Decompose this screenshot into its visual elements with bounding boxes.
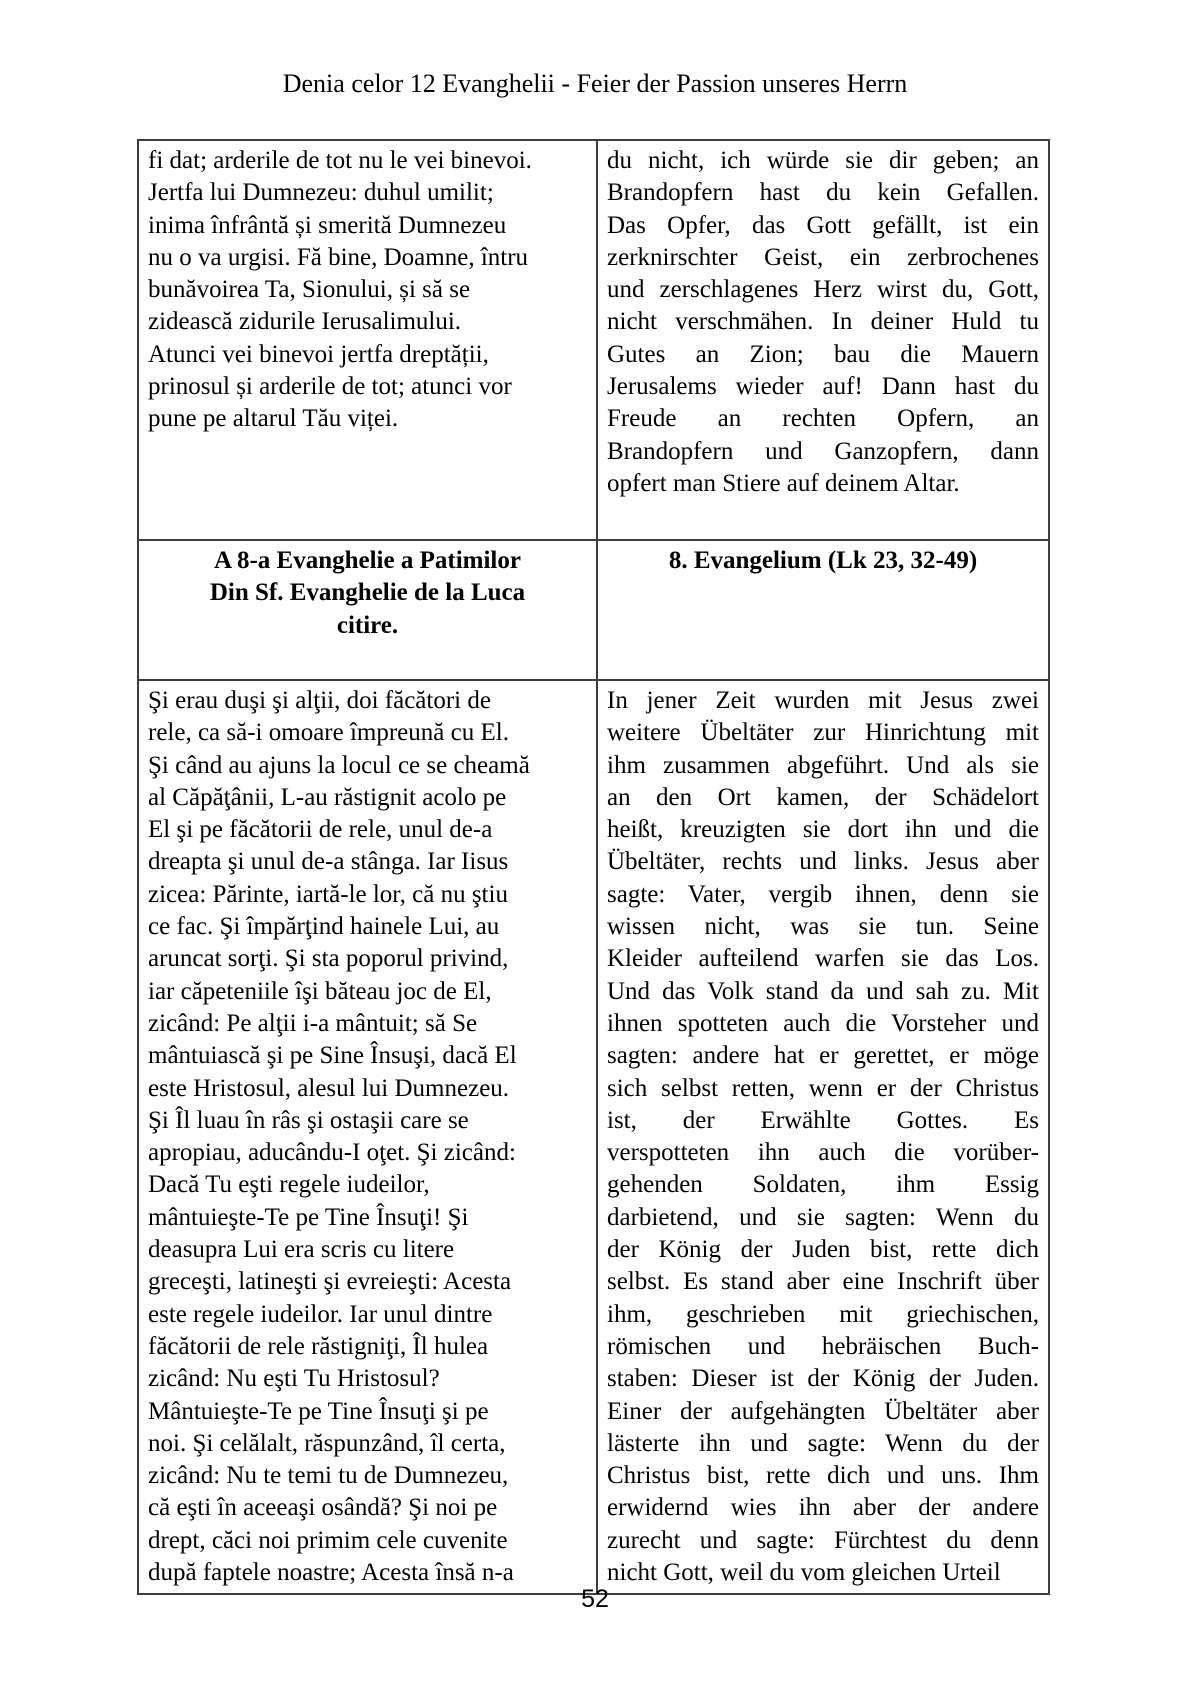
text-line: citire. <box>336 611 399 639</box>
text-line: greceşti, latineşti şi evreieşti: Acesta <box>148 1268 512 1296</box>
text-line: este regele iudeilor. Iar unul dintre <box>148 1300 493 1328</box>
text-line: Das Opfer, das Gott gefällt, ist ein <box>607 211 1039 239</box>
text-line: Şi când au ajuns la locul ce se cheamă <box>148 751 530 779</box>
text-line: heißt, kreuzigten sie dort ihn und die <box>607 816 1039 844</box>
text-line: darbietend, und sie sagten: Wenn du <box>607 1203 1039 1231</box>
text-line: ihm, geschrieben mit griechischen, <box>607 1300 1039 1328</box>
text-line: Brandopfern und Ganzopfern, dann <box>607 437 1039 465</box>
text-line: fi dat; arderile de tot nu le vei binevoi. <box>148 147 532 174</box>
text-line: rele, ca să-i omoare împreună cu El. <box>148 719 509 747</box>
text-line: aruncat sorţi. Şi sta poporul privind, <box>148 945 509 973</box>
text-line: zicând: Nu eşti Tu Hristosul? <box>148 1365 440 1393</box>
text-line: este Hristosul, alesul lui Dumnezeu. <box>148 1074 510 1102</box>
cell-psalm-romanian <box>138 140 597 540</box>
text-line: Übeltäter, rechts und links. Jesus aber <box>607 848 1039 876</box>
text-line: erwidernd wies ihn aber der andere <box>607 1494 1039 1522</box>
text-line: zicând: Pe alţii i-a mântuit; să Se <box>148 1009 478 1037</box>
text-line: zicea: Părinte, iartă-le lor, că nu ştiu <box>148 880 508 908</box>
text-line: Gutes an Zion; bau die Mauern <box>607 340 1039 368</box>
text-line: staben: Dieser ist der König der Juden. <box>607 1365 1039 1393</box>
text-line: Din Sf. Evanghelie de la Luca <box>209 579 526 607</box>
text-line: zidească zidurile Ierusalimului. <box>148 308 462 336</box>
table-row <box>138 540 1049 680</box>
page-number: 52 <box>581 1585 609 1613</box>
cell-psalm-german <box>597 140 1049 540</box>
text-line: pune pe altarul Tău viței. <box>148 405 399 433</box>
text-line: după faptele noastre; Acesta însă n-a <box>148 1559 514 1587</box>
text-line: Jerusalems wieder auf! Dann hast du <box>607 373 1039 401</box>
text-line: mântuiască şi pe Sine Însuşi, dacă El <box>148 1042 517 1070</box>
text-line: verspotteten ihn auch die vorüber- <box>607 1139 1039 1167</box>
text-line: dreapta şi unul de-a stânga. Iar Iisus <box>148 848 509 876</box>
text-line: an den Ort kamen, der Schädelort <box>607 783 1039 811</box>
text-line: mântuieşte-Te pe Tine Însuţi! Şi <box>148 1203 469 1231</box>
text-line: Brandopfern hast du kein Gefallen. <box>607 179 1039 207</box>
text-line: inima înfrântă și smerită Dumnezeu <box>148 211 507 239</box>
page-title: Denia celor 12 Evanghelii - Feier der Passion unseres Herrn <box>282 69 908 98</box>
text-line: Kleider aufteilend warfen sie das Los. <box>607 945 1039 973</box>
table-row <box>138 680 1049 1594</box>
text-line: bunăvoirea Ta, Sionului, și să se <box>148 276 471 304</box>
text-line: der König der Juden bist, rette dich <box>607 1236 1039 1264</box>
text-line: zicând: Nu te temi tu de Dumnezeu, <box>148 1462 509 1490</box>
text-line: nu o va urgisi. Fă bine, Doamne, întru <box>148 243 529 271</box>
text-line: lästerte ihn und sagte: Wenn du der <box>607 1429 1039 1457</box>
text-line: apropiau, aducându-I oţet. Şi zicând: <box>148 1139 516 1167</box>
text-line: ihnen spotteten auch die Vorsteher und <box>607 1009 1039 1037</box>
text-line: ihm zusammen abgeführt. Und als sie <box>607 751 1039 779</box>
text-line: noi. Şi celălalt, răspunzând, îl certa, <box>148 1429 506 1457</box>
text-line: Christus bist, rette dich und uns. Ihm <box>607 1462 1039 1490</box>
text-line: Mântuieşte-Te pe Tine Însuţi şi pe <box>148 1397 489 1425</box>
text-line: Und das Volk stand da und sah zu. Mit <box>607 977 1039 1005</box>
text-line: ist, der Erwählte Gottes. Es <box>607 1106 1039 1134</box>
text-line: römischen und hebräischen Buch- <box>607 1332 1039 1360</box>
text-line: deasupra Lui era scris cu litere <box>148 1236 455 1264</box>
cell-gospel-german <box>597 680 1049 1594</box>
text-line: Şi Îl luau în râs şi ostaşii care se <box>148 1106 469 1134</box>
text-line: sich selbst retten, wenn er der Christus <box>607 1074 1039 1102</box>
text-line: Jertfa lui Dumnezeu: duhul umilit; <box>148 179 494 207</box>
cell-heading-german <box>597 540 1049 680</box>
text-line: Dacă Tu eşti regele iudeilor, <box>148 1171 430 1199</box>
text-line: sagten: andere hat er gerettet, er möge <box>607 1042 1039 1070</box>
text-line: gehenden Soldaten, ihm Essig <box>607 1171 1039 1199</box>
text-line: Freude an rechten Opfern, an <box>607 405 1039 433</box>
table-row <box>138 140 1049 540</box>
text-line: prinosul și arderile de tot; atunci vor <box>148 373 512 401</box>
text-line: du nicht, ich würde sie dir geben; an <box>607 147 1039 174</box>
text-line: wissen nicht, was sie tun. Seine <box>607 913 1039 941</box>
text-line: nicht Gott, weil du vom gleichen Urteil <box>607 1559 1001 1587</box>
text-line: sagte: Vater, vergib ihnen, denn sie <box>607 880 1039 908</box>
text-line: Atunci vei binevoi jertfa dreptății, <box>148 340 489 368</box>
text-line: 8. Evangelium (Lk 23, 32-49) <box>668 547 978 574</box>
text-line: weitere Übeltäter zur Hinrichtung mit <box>607 719 1039 747</box>
text-line: A 8-a Evanghelie a Patimilor <box>214 547 521 574</box>
text-line: Einer der aufgehängten Übeltäter aber <box>607 1397 1039 1425</box>
text-line: al Căpăţânii, L-au răstignit acolo pe <box>148 783 507 811</box>
text-line: iar căpeteniile îşi băteau joc de El, <box>148 977 492 1005</box>
text-line: făcătorii de rele răstigniţi, Îl hulea <box>148 1332 489 1360</box>
text-line: nicht verschmähen. In deiner Huld tu <box>607 308 1039 336</box>
text-line: In jener Zeit wurden mit Jesus zwei <box>607 687 1039 714</box>
text-line: că eşti în aceeaşi osândă? Şi noi pe <box>148 1494 498 1522</box>
text-line: Şi erau duşi şi alţii, doi făcători de <box>148 687 491 714</box>
text-line: zurecht und sagte: Fürchtest du denn <box>607 1526 1039 1554</box>
text-line: und zerschlagenes Herz wirst du, Gott, <box>607 276 1039 304</box>
text-line: drept, căci noi primim cele cuvenite <box>148 1526 508 1554</box>
text-line: zerknirschter Geist, ein zerbrochenes <box>607 243 1039 271</box>
passage-table <box>137 139 1050 1595</box>
text-line: El şi pe făcătorii de rele, unul de-a <box>148 816 493 844</box>
cell-heading-romanian <box>138 540 597 680</box>
text-line: opfert man Stiere auf deinem Altar. <box>607 469 960 497</box>
text-line: ce fac. Şi împărţind hainele Lui, au <box>148 913 500 941</box>
text-line: selbst. Es stand aber eine Inschrift über <box>607 1268 1039 1296</box>
cell-gospel-romanian <box>138 680 597 1594</box>
